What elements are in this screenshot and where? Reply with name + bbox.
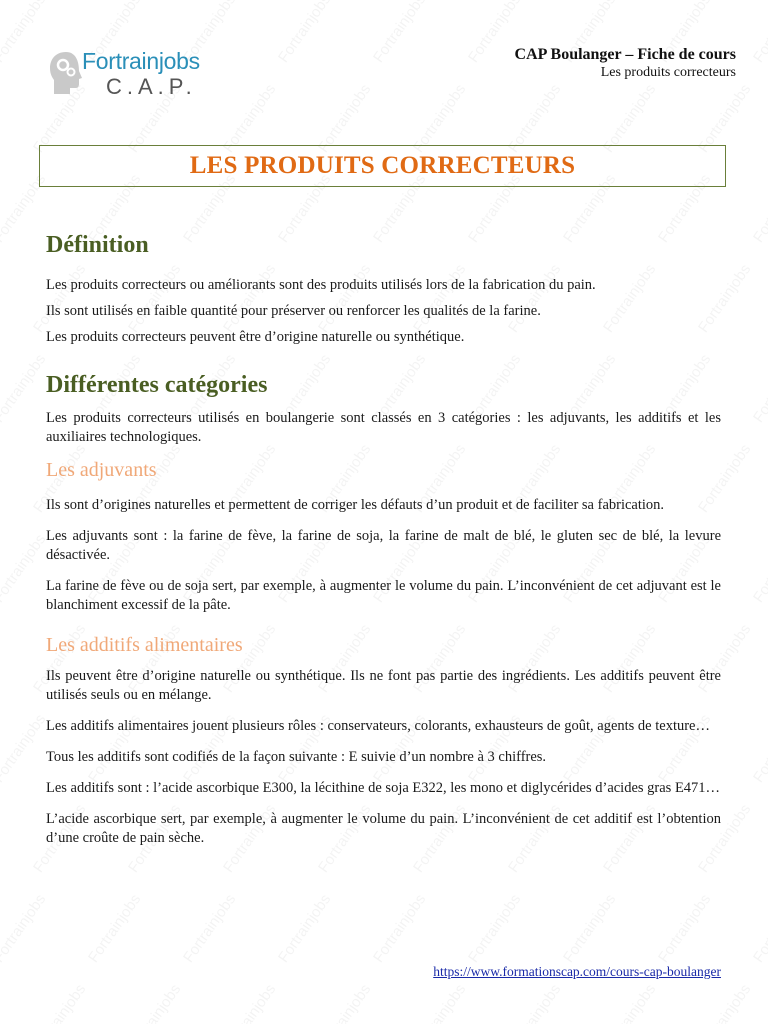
- course-header: [515, 46, 736, 81]
- watermark-text: [750, 891, 768, 966]
- watermark-text: [30, 981, 89, 1024]
- watermark-text: [695, 981, 754, 1024]
- watermark-text: [410, 981, 469, 1024]
- additifs-paragraph-1: Ils peuvent être d’origine naturelle ou synthétique. Ils ne font pas partie des ingrédients. Les additifs peuvent être utilisés seuls ou en mélange.: [46, 668, 721, 703]
- watermark-text: [315, 981, 374, 1024]
- additifs-paragraph-4: Les additifs sont : l’acide ascorbique E300, la lécithine de soja E322, les mono et diglycérides d’acides gras E471…: [46, 780, 721, 796]
- watermark-text: [750, 711, 768, 786]
- adjuvants-paragraph-2: Les adjuvants sont : la farine de fève, la farine de soja, la farine de malt de blé, le gluten sec de blé, la levure désactivée.: [46, 528, 721, 563]
- definition-paragraph-3: Les produits correcteurs peuvent être d’origine naturelle ou synthétique.: [46, 329, 465, 345]
- watermark-text: [505, 981, 564, 1024]
- watermark-text: [750, 171, 768, 246]
- section-heading-definition: Définition: [46, 232, 149, 258]
- adjuvants-paragraph-3: La farine de fève ou de soja sert, par exemple, à augmenter le volume du pain. L’inconvénient de cet adjuvant est le blanchiment excessif de la pâte.: [46, 578, 721, 613]
- watermark-text: [180, 891, 239, 966]
- watermark-text: [0, 0, 49, 66]
- watermark-text: [750, 531, 768, 606]
- watermark-text: [0, 891, 49, 966]
- categories-intro: Les produits correcteurs utilisés en boulangerie sont classés en 3 catégories : les adjuvants, les additifs et les auxiliaires technologiques.: [46, 410, 721, 445]
- course-title: CAP Boulanger – Fiche de cours: [514, 46, 736, 63]
- watermark-text: [750, 351, 768, 426]
- watermark-text: [465, 891, 524, 966]
- fortrainjobs-logo[interactable]: [48, 46, 238, 102]
- additifs-paragraph-5: L’acide ascorbique sert, par exemple, à augmenter le volume du pain. L’inconvénient de cet additif est l’obtention d’une croûte de pain sèche.: [46, 811, 721, 846]
- watermark-text: [125, 981, 184, 1024]
- logo-sub-text: C.A.P.: [106, 74, 197, 99]
- watermark-text: [600, 981, 659, 1024]
- watermark-text: [0, 351, 49, 426]
- additifs-paragraph-3: Tous les additifs sont codifiés de la façon suivante : E suivie d’un nombre à 3 chiffres.: [46, 749, 547, 765]
- adjuvants-paragraph-1: Ils sont d’origines naturelles et permettent de corriger les défauts d’un produit et de faciliter sa fabrication.: [46, 497, 665, 513]
- section-heading-categories: Différentes catégories: [46, 372, 268, 398]
- definition-paragraph-2: Ils sont utilisés en faible quantité pour préserver ou renforcer les qualités de la farine.: [46, 303, 541, 319]
- watermark-text: [370, 0, 429, 66]
- watermark-text: [0, 531, 49, 606]
- logo-brand-text: Fortrainjobs: [82, 48, 200, 74]
- subheading-adjuvants: Les adjuvants: [46, 459, 157, 481]
- watermark-text: [370, 891, 429, 966]
- definition-paragraph-1: Les produits correcteurs ou améliorants sont des produits utilisés lors de la fabrication du pain.: [46, 277, 596, 293]
- watermark-text: [85, 891, 144, 966]
- subheading-additifs: Les additifs alimentaires: [46, 634, 243, 656]
- additifs-paragraph-2: Les additifs alimentaires jouent plusieurs rôles : conservateurs, colorants, exhausteurs de goût, agents de texture…: [46, 718, 710, 734]
- footer-link[interactable]: https://www.formationscap.com/cours-cap-boulanger: [433, 964, 721, 979]
- watermark-text: [275, 891, 334, 966]
- watermark-text: [560, 891, 619, 966]
- watermark-text: [655, 891, 714, 966]
- document-body: [46, 232, 721, 848]
- watermark-text: [750, 0, 768, 66]
- watermark-text: [220, 981, 279, 1024]
- page-title: LES PRODUITS CORRECTEURS: [189, 152, 576, 179]
- course-subtitle: Les produits correcteurs: [600, 65, 736, 80]
- watermark-text: [275, 0, 334, 66]
- head-gears-icon: [48, 50, 84, 96]
- watermark-text: [0, 711, 49, 786]
- page-title-box: [39, 145, 726, 187]
